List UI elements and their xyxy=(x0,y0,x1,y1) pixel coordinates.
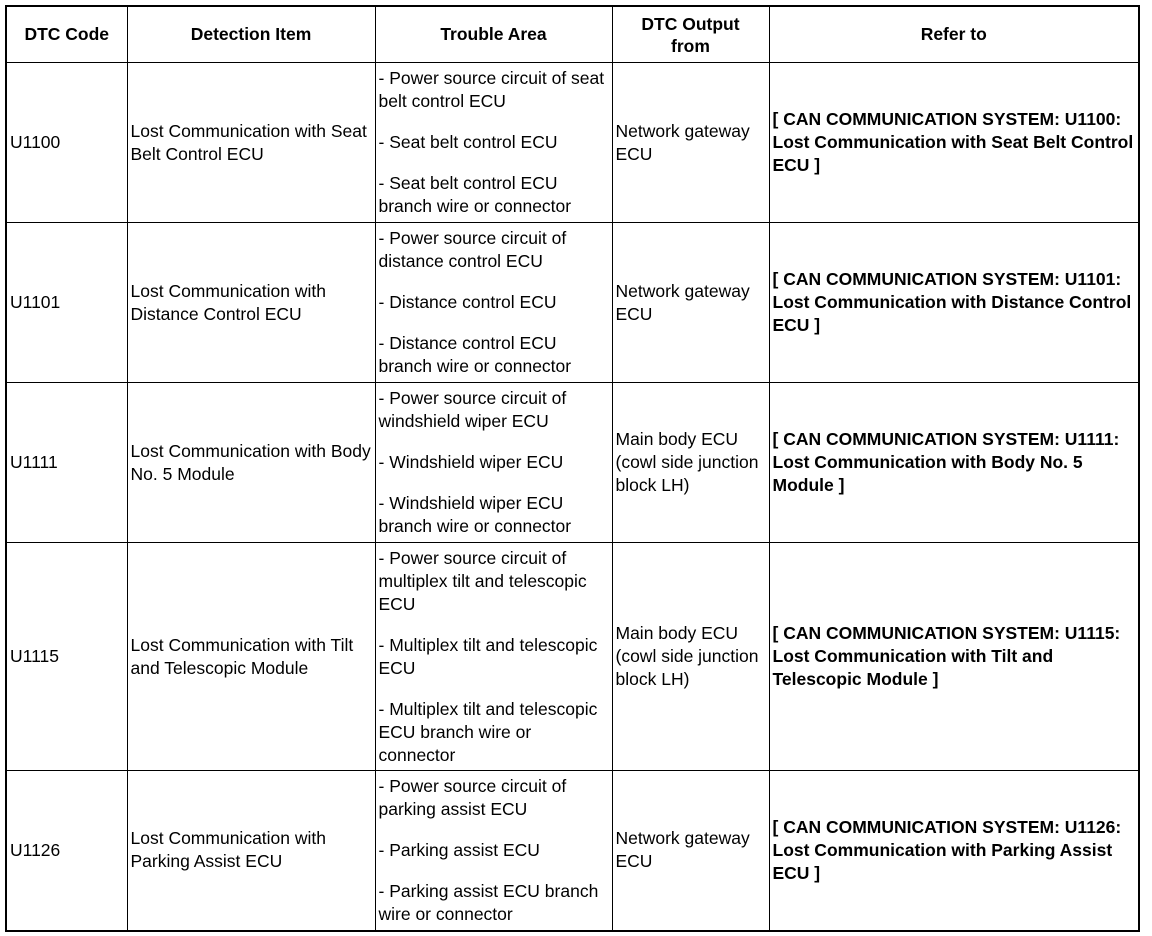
detection-item-cell: Lost Communication with Parking Assist ECU xyxy=(127,771,375,931)
trouble-area-item: - Power source circuit of seat belt control ECU xyxy=(378,68,605,111)
trouble-area-cell xyxy=(375,383,612,543)
dtc-code-cell: U1111 xyxy=(6,383,127,543)
table-row xyxy=(6,383,1139,543)
dtc-code-cell: U1100 xyxy=(6,63,127,223)
trouble-area-cell xyxy=(375,63,612,223)
table-row xyxy=(6,223,1139,383)
header-trouble-area: Trouble Area xyxy=(375,6,612,63)
dtc-code-cell: U1101 xyxy=(6,223,127,383)
dtc-code-cell: U1115 xyxy=(6,543,127,771)
detection-item-cell: Lost Communication with Tilt and Telescopic Module xyxy=(127,543,375,771)
header-refer-to: Refer to xyxy=(769,6,1139,63)
dtc-code-cell: U1126 xyxy=(6,771,127,931)
detection-item-cell: Lost Communication with Body No. 5 Module xyxy=(127,383,375,543)
trouble-area-item: - Windshield wiper ECU xyxy=(378,452,564,472)
detection-item-cell: Lost Communication with Seat Belt Control ECU xyxy=(127,63,375,223)
trouble-area-item: - Seat belt control ECU branch wire or connector xyxy=(378,173,572,216)
table-row xyxy=(6,63,1139,223)
trouble-area-item: - Windshield wiper ECU branch wire or connector xyxy=(378,493,572,536)
trouble-area-item: - Power source circuit of parking assist ECU xyxy=(378,775,567,819)
dtc-table xyxy=(5,5,1140,932)
trouble-area-item: - Power source circuit of multiplex tilt and telescopic ECU xyxy=(378,547,587,614)
header-dtc-output-from xyxy=(612,6,769,63)
trouble-area-cell xyxy=(375,543,612,771)
trouble-area-item: - Power source circuit of distance control ECU xyxy=(378,228,567,271)
detection-item-cell: Lost Communication with Distance Control ECU xyxy=(127,223,375,383)
dtc-output-from-cell: Network gateway ECU xyxy=(612,223,769,383)
trouble-area-item: - Seat belt control ECU xyxy=(378,132,558,152)
header-row xyxy=(6,6,1139,63)
trouble-area-item: - Distance control ECU xyxy=(378,292,557,312)
header-dtc-code: DTC Code xyxy=(6,6,127,63)
table-row xyxy=(6,543,1139,771)
dtc-output-from-cell: Main body ECU (cowl side junction block LH) xyxy=(612,383,769,543)
refer-to-cell: [ CAN COMMUNICATION SYSTEM: U1115: Lost Communication with Tilt and Telescopic Module ] xyxy=(769,543,1139,771)
trouble-area-cell xyxy=(375,223,612,383)
table-header xyxy=(6,6,1139,63)
dtc-output-from-cell: Main body ECU (cowl side junction block LH) xyxy=(612,543,769,771)
refer-to-cell: [ CAN COMMUNICATION SYSTEM: U1101: Lost Communication with Distance Control ECU ] xyxy=(769,223,1139,383)
trouble-area-item: - Parking assist ECU branch wire or connector xyxy=(378,880,599,924)
table-body xyxy=(6,63,1139,931)
dtc-output-from-cell: Network gateway ECU xyxy=(612,63,769,223)
table-row xyxy=(6,771,1139,931)
trouble-area-item: - Multiplex tilt and telescopic ECU branch wire or connector xyxy=(378,698,598,765)
trouble-area-item: - Multiplex tilt and telescopic ECU xyxy=(378,634,598,678)
dtc-output-from-cell: Network gateway ECU xyxy=(612,771,769,931)
header-dtc-output-from-label: DTC Output from xyxy=(641,13,740,56)
refer-to-cell: [ CAN COMMUNICATION SYSTEM: U1100: Lost Communication with Seat Belt Control ECU ] xyxy=(769,63,1139,223)
trouble-area-item: - Power source circuit of windshield wiper ECU xyxy=(378,388,567,431)
refer-to-cell: [ CAN COMMUNICATION SYSTEM: U1126: Lost Communication with Parking Assist ECU ] xyxy=(769,771,1139,931)
trouble-area-cell xyxy=(375,771,612,931)
header-detection-item: Detection Item xyxy=(127,6,375,63)
refer-to-cell: [ CAN COMMUNICATION SYSTEM: U1111: Lost Communication with Body No. 5 Module ] xyxy=(769,383,1139,543)
trouble-area-item: - Parking assist ECU xyxy=(378,839,540,860)
trouble-area-item: - Distance control ECU branch wire or connector xyxy=(378,333,572,376)
